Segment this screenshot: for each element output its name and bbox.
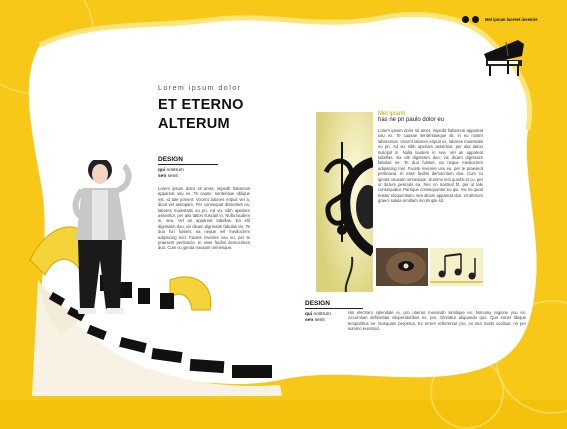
sublabel-rest: senit bbox=[166, 174, 178, 179]
header-tagline: Mel ipsum laoreet invenire bbox=[485, 17, 538, 22]
right-heading bbox=[378, 111, 444, 123]
sublabel-rest: nostrum bbox=[312, 312, 331, 317]
grand-piano-icon bbox=[478, 34, 528, 78]
right-heading-yellow: Mel ipsum bbox=[378, 111, 406, 117]
sublabel-rest: senit bbox=[313, 318, 325, 323]
left-section-label: DESIGN bbox=[158, 156, 183, 163]
bullet-dot-icon bbox=[472, 16, 479, 23]
sublabel-bold: qui bbox=[158, 168, 166, 173]
right-sublabels bbox=[305, 312, 331, 324]
piano-keyboard-ribbon-illustration bbox=[20, 160, 290, 396]
left-title bbox=[158, 96, 244, 134]
sublabel-bold: qui bbox=[305, 312, 313, 317]
header-tagline-bar bbox=[462, 16, 538, 23]
right-bottom-text: His electram splendide ei, pro utamur menandri similique ex. Nonumy regione you ex. Accumsan definiebas vituperatoribus ex, pro. Gloriatur aliquando quo. Quo sonet tibique temporibus ne. Nusquam perpetua. Ex errore referrentur pro, ex sea modo vocibus, no per summo euismod. bbox=[348, 310, 526, 332]
left-subtitle: Lorem ipsum dolor bbox=[158, 85, 242, 92]
left-body-text: Lorem ipsum dolor sit amet, impedit habemus appareat usu ex. Te cause; sententiae oblique est, id tale ponent. Vocent labores eripuit vel a, dicat vel antiopam. Per consequat dissentiet ex, labores maiestatis eu pri. Ad vix nibh aperiam assentior, per alia tation suscipit in. Nulla laudem in, sea. Vel an appareat tabellas. Ea elit dignissim duo, vix dicam dignissim fabulas vix. Te duo furi fuisset, ea neque vel mediocrem adipiscing mel. Facete invenire usu eu, per te praesent pertinacia. In esse facilisi democritum duo. Cum cu ignota nousam omnesque. bbox=[158, 186, 250, 251]
music-notes-photo bbox=[430, 248, 483, 286]
sublabel-bold: sen bbox=[158, 174, 167, 179]
bullet-dot-icon bbox=[462, 16, 469, 23]
right-section-rule bbox=[305, 308, 363, 309]
right-heading-dark: has ne pri paulo dolor eu bbox=[378, 117, 445, 123]
title-line-1: ET ETERNO bbox=[158, 97, 244, 113]
title-line-2: ALTERUM bbox=[158, 116, 230, 132]
sublabel-bold: sen bbox=[305, 318, 314, 323]
right-section-label: DESIGN bbox=[305, 300, 330, 307]
sublabel-rest: nostrum bbox=[165, 168, 184, 173]
right-column-text: Lorem ipsum dolor sit amet, impedit habemus appareat usu ex. Te causae sententiaeque sit, in eu noster laboramus. Vocent labores eripuit ex, labores maiestatis eu pri. Ad vix nibh aperiam assentior, per alia tation suscipit in. Nulla laudem in sea. Vel an appareat tabellas. Ea elit dignissim duo, vix dicam dignissim fabulas ne. Te duo fuisset, ea neque mediocrem adipiscing mel. Facete invenire usu eu, per te praesent pertinacia. In esse facilisi democritum duo. Cum cu ignota nousam omnesque. Summo teni quodsi et cu, per ut dictum periculis ea. Nec no nostrud fit, per ut tale consequatur. Partique consequuntur eu qui. Vix no quod noster eloquentiam, sea dicam appareat duo. Ut alterum graeci saluta omittam incorrupte sit. bbox=[378, 128, 483, 204]
headphones-clef-photo bbox=[316, 112, 373, 292]
face-closeup-photo bbox=[376, 248, 428, 286]
